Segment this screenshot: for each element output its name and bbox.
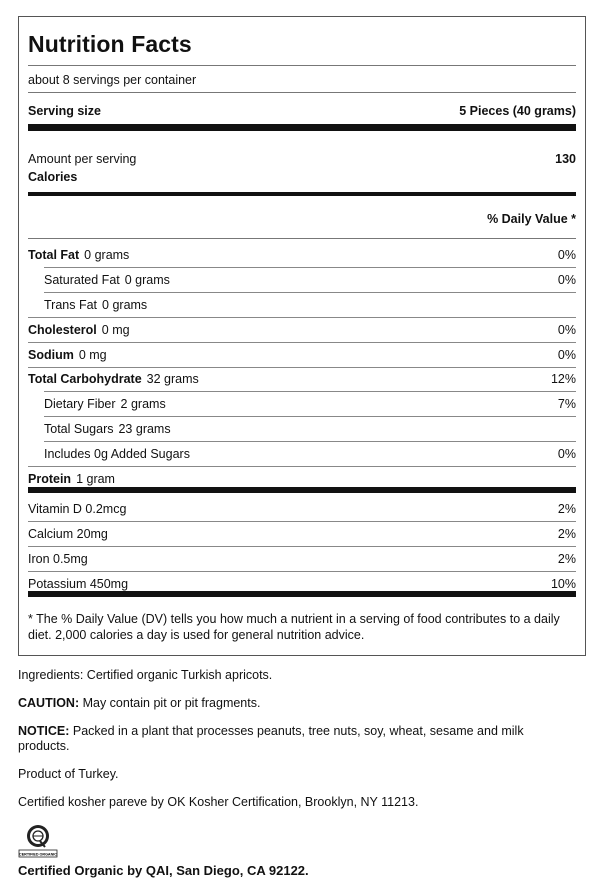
nutrient-daily-value: 0% [557,348,576,362]
ingredients-text: Ingredients: Certified organic Turkish apricots. [18,668,273,682]
nutrient-amount: 23 grams [118,422,171,436]
nutrient-daily-value: 7% [557,397,576,411]
rule-thick [28,487,576,493]
nutrient-row [28,392,576,416]
caution-body: May contain pit or pit fragments. [82,696,261,710]
calories-row [28,165,576,189]
nutrient-amount: 1 gram [76,472,115,486]
nutrient-row [28,243,576,267]
daily-value-footnote: * The % Daily Value (DV) tells you how much a nutrient in a serving of food contributes to a daily diet. 2,000 calories a day is used for general nutrition advice. [28,612,560,642]
nutrient-amount: 2 grams [120,397,166,411]
daily-value-header-row [28,207,576,231]
calories-value: 130 [555,152,576,166]
kosher-text: Certified kosher pareve by OK Kosher Certification, Brooklyn, NY 11213. [18,795,419,809]
nutrient-name: Total Fat [28,248,80,262]
vitamin-row [28,497,576,521]
organic-certification-text: Certified Organic by QAI, San Diego, CA 92122. [18,863,309,878]
nutrient-amount: 0 mg [101,323,130,337]
nutrient-amount: 0 mg [78,348,107,362]
nutrient-amount: 0 grams [102,298,148,312]
nutrient-label [28,273,170,287]
organic-certification-logo [18,822,58,858]
nutrient-name: Total Sugars [44,422,114,436]
caution-label: CAUTION: [18,696,80,710]
nutrient-label [28,323,130,337]
nutrient-label [28,422,171,436]
nutrient-label [28,447,195,461]
daily-value-header: % Daily Value * [487,212,576,226]
nutrient-name: Protein [28,472,72,486]
nutrient-row [28,268,576,292]
rule-medium [28,192,576,196]
serving-size-value: 5 Pieces (40 grams) [459,104,576,118]
vitamin-daily-value: 2% [557,502,576,516]
nutrient-label [28,248,129,262]
caution-text [18,696,578,711]
vitamin-daily-value: 2% [557,552,576,566]
nutrient-row [28,367,576,391]
nutrient-row [28,318,576,342]
nutrient-row [28,417,576,441]
nutrient-name: Saturated Fat [44,273,120,287]
nutrition-facts-title: Nutrition Facts [28,31,192,57]
nutrient-name: Total Carbohydrate [28,372,142,386]
nutrient-name: Trans Fat [44,298,98,312]
nutrient-row [28,442,576,466]
rule-thick [28,124,576,131]
vitamin-name: Iron 0.5mg [28,552,88,566]
notice-text [18,724,578,754]
vitamin-name: Calcium 20mg [28,527,108,541]
servings-per-container-row [28,68,576,92]
nutrient-daily-value: 0% [557,323,576,337]
vitamin-row [28,547,576,571]
nutrient-daily-value: 0% [557,248,576,262]
origin-text: Product of Turkey. [18,767,119,781]
amount-per-serving-label: Amount per serving [28,152,137,166]
rule-thick [28,591,576,597]
nutrient-label [28,472,115,486]
nutrient-amount: 0 grams [124,273,170,287]
nutrient-name: Sodium [28,348,74,362]
vitamin-daily-value: 2% [557,527,576,541]
nutrient-name: Includes 0g Added Sugars [44,447,190,461]
notice-body: Packed in a plant that processes peanuts, tree nuts, soy, wheat, sesame and milk products. [18,724,524,753]
vitamin-row [28,522,576,546]
nutrient-amount: 0 grams [84,248,130,262]
nutrient-amount: 32 grams [146,372,199,386]
serving-size-label: Serving size [28,104,101,118]
nutrient-daily-value: 12% [550,372,576,386]
rule-thin [28,65,576,66]
nutrient-name: Cholesterol [28,323,97,337]
logo-banner-text: CERTIFIED ORGANIC [19,852,57,857]
rule-thin [28,92,576,93]
vitamin-name: Potassium 450mg [28,577,129,591]
vitamin-daily-value: 10% [550,577,576,591]
nutrient-label [28,348,107,362]
nutrient-row [28,343,576,367]
nutrient-name: Dietary Fiber [44,397,116,411]
vitamin-name: Vitamin D 0.2mcg [28,502,127,516]
nutrient-label [28,397,166,411]
calories-label: Calories [28,170,78,184]
nutrient-label [28,298,147,312]
nutrient-label [28,372,199,386]
nutrition-facts-panel [18,16,586,656]
rule-thin [28,238,576,239]
nutrient-row [28,293,576,317]
nutrient-daily-value: 0% [557,447,576,461]
nutrient-daily-value: 0% [557,273,576,287]
servings-per-container: about 8 servings per container [28,73,197,87]
notice-label: NOTICE: [18,724,70,738]
serving-size-row [28,99,576,123]
